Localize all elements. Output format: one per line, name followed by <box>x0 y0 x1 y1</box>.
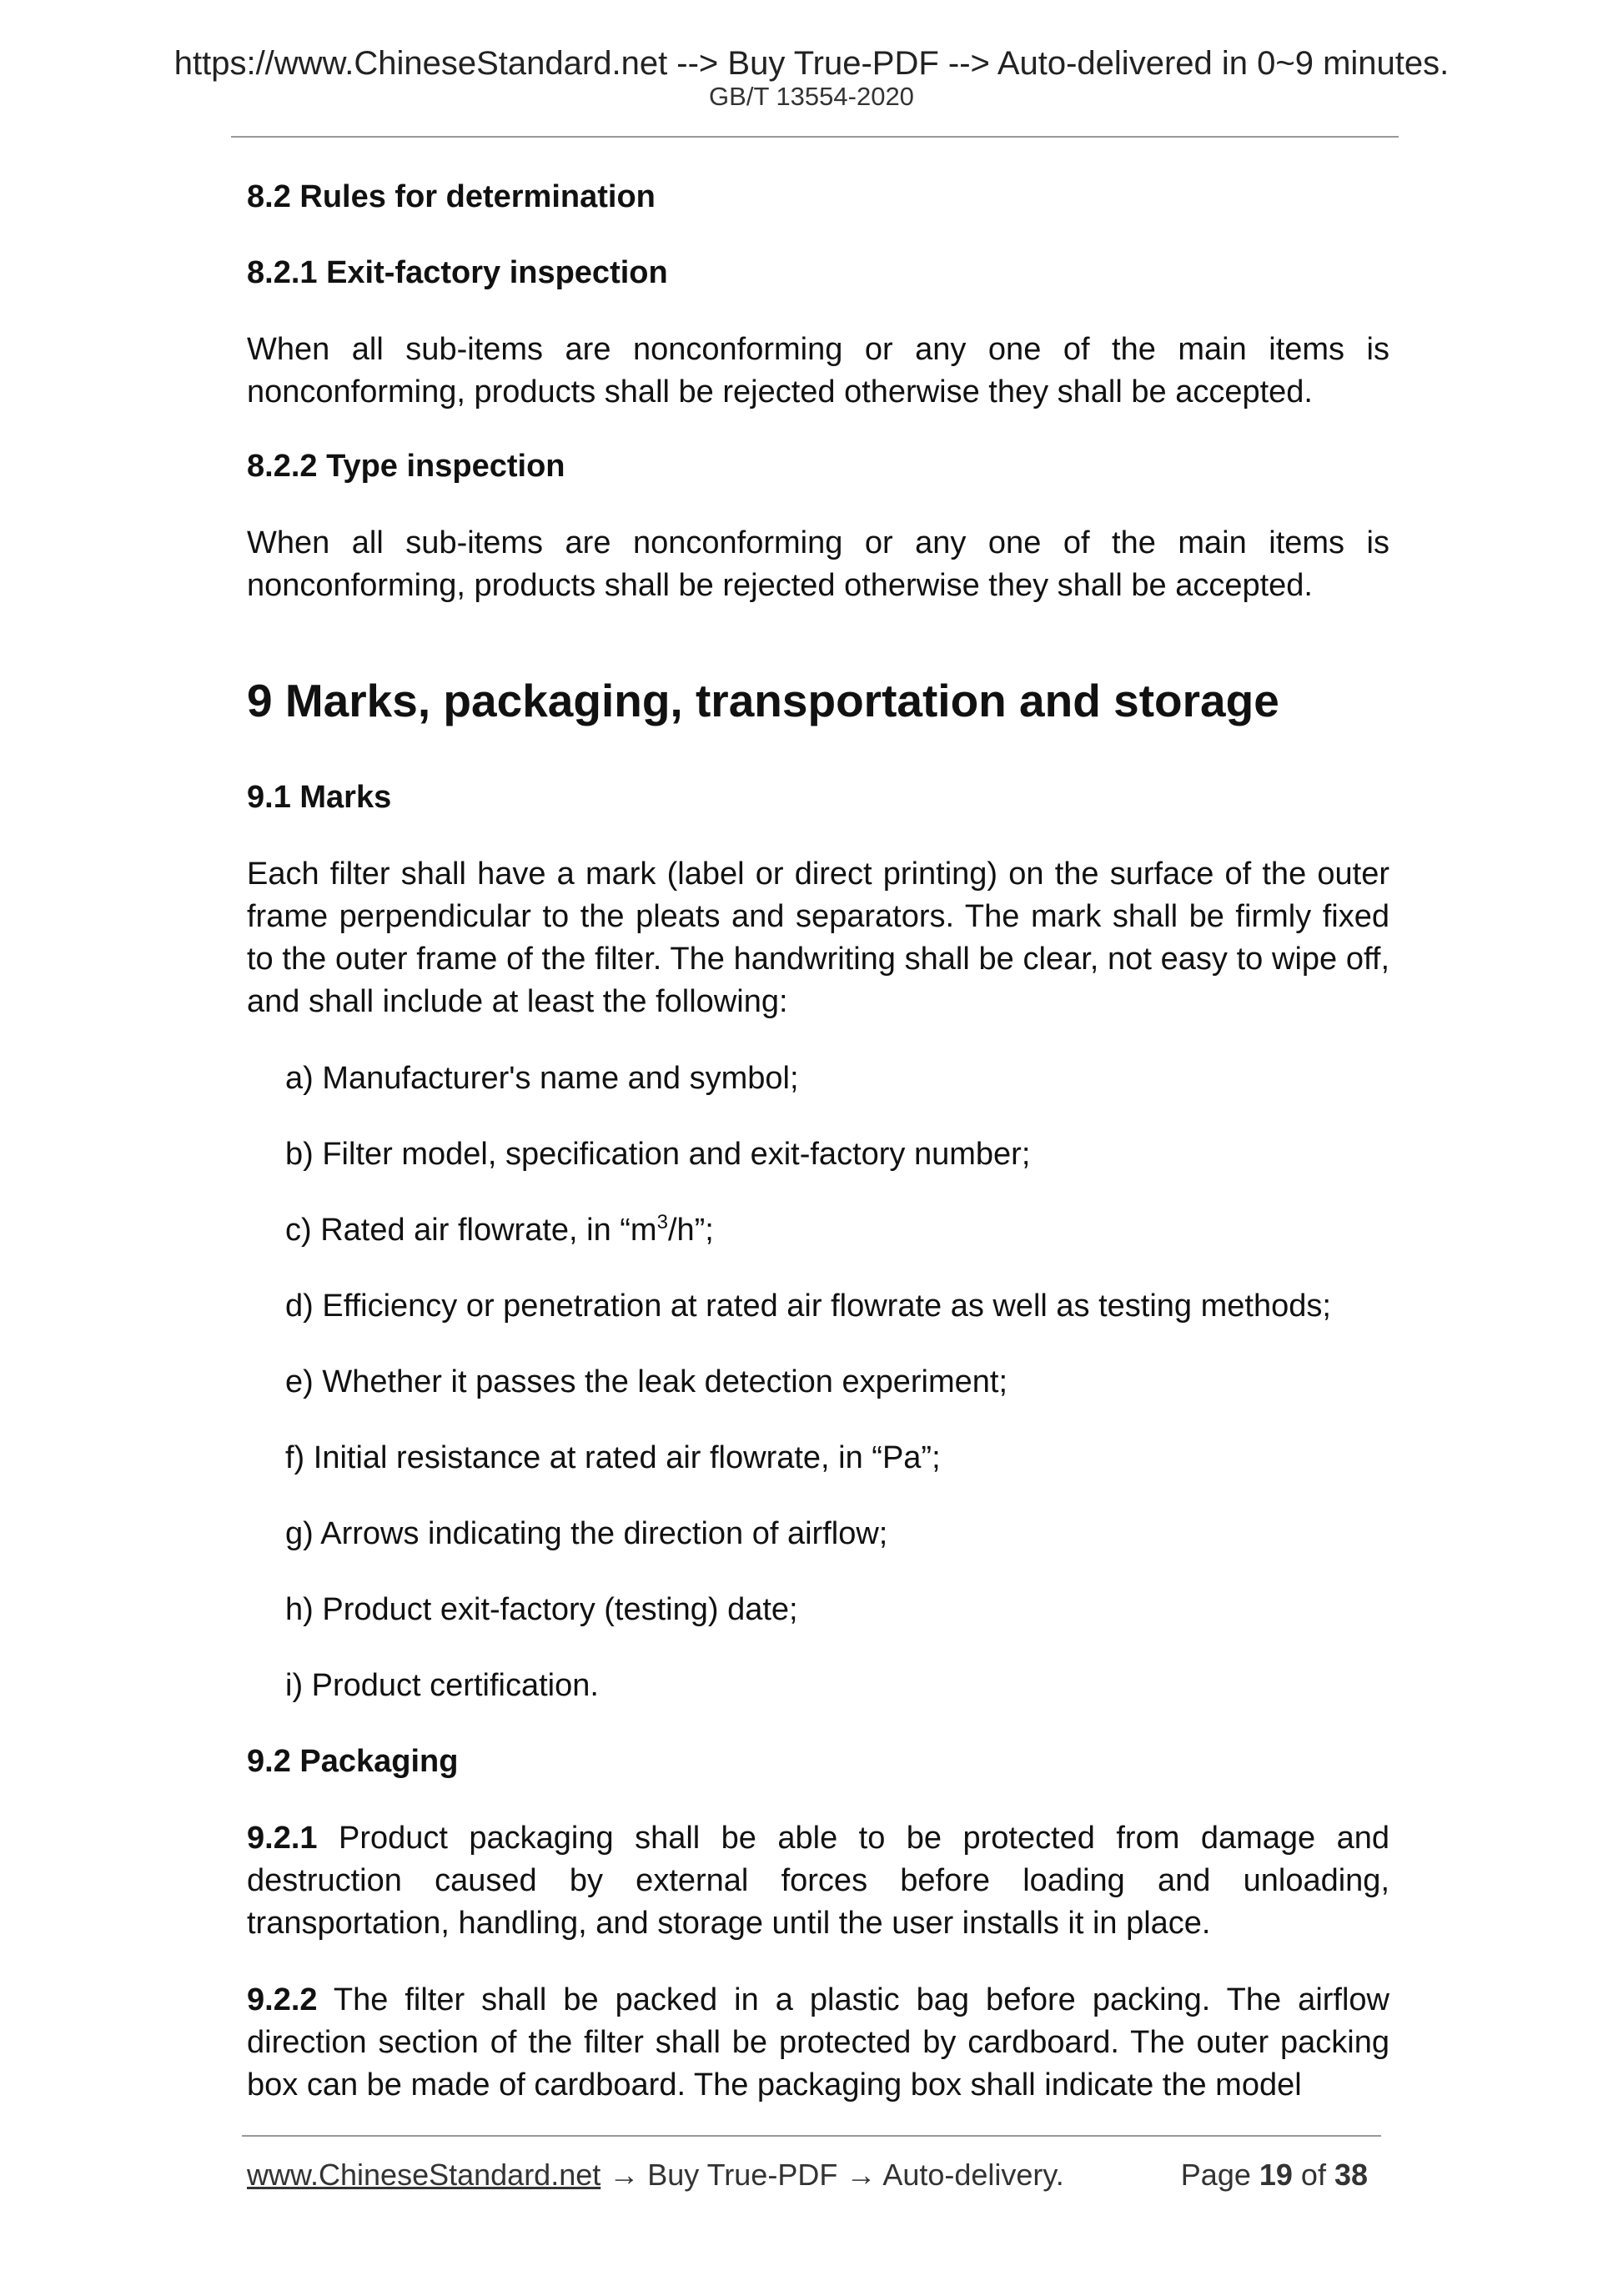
clause-text-9-2-2: The filter shall be packed in a plastic bag before packing. The airflow direction section of the filter shall be protected by cardboard. The outer packing box can be made of cardboard. The packaging box shall indicate the model <box>247 1982 1389 2103</box>
paragraph-9-2-1 <box>247 1817 1389 1945</box>
chapter-heading-9: 9 Marks, packaging, transportation and storage <box>247 675 1279 726</box>
page-footer <box>247 2157 1381 2193</box>
paragraph-8-2-2: When all sub-items are nonconforming or any one of the main items is nonconforming, products shall be rejected otherwise they shall be accepted. <box>247 525 1389 603</box>
superscript-3: 3 <box>656 1211 668 1233</box>
list-item-c-text: c) Rated air flowrate, in “m <box>285 1213 657 1248</box>
page-label: Page <box>1180 2158 1259 2192</box>
paragraph-9-1: Each filter shall have a mark (label or direct printing) on the surface of the outer frame perpendicular to the pleats and separators. The mark shall be firmly fixed to the outer frame of the filter. The handwriting shall be clear, not easy to wipe off, and shall include at least the following: <box>247 857 1389 1019</box>
page-total: 38 <box>1334 2158 1368 2192</box>
list-item-c <box>285 1211 714 1249</box>
list-item-e: e) Whether it passes the leak detection experiment; <box>285 1364 1008 1399</box>
paragraph-8-2-1: When all sub-items are nonconforming or any one of the main items is nonconforming, products shall be rejected otherwise they shall be accepted. <box>247 332 1389 409</box>
section-heading-9-2: 9.2 Packaging <box>247 1744 459 1779</box>
page-number: 19 <box>1259 2158 1293 2192</box>
of-label: of <box>1292 2158 1334 2192</box>
list-item-i: i) Product certification. <box>285 1668 599 1703</box>
section-heading-8-2-2: 8.2.2 Type inspection <box>247 449 565 484</box>
list-item-f: f) Initial resistance at rated air flowrate, in “Pa”; <box>285 1440 941 1475</box>
clause-text-9-2-1: Product packaging shall be able to be protected from damage and destruction caused by external forces before loading and unloading, transportation, handling, and storage until the user installs it in place. <box>247 1821 1389 1941</box>
clause-number-9-2-2: 9.2.2 <box>247 1982 318 2017</box>
list-item-d: d) Efficiency or penetration at rated air flowrate as well as testing methods; <box>285 1289 1331 1324</box>
standard-number: GB/T 13554-2020 <box>709 82 914 111</box>
header-divider <box>231 136 1399 138</box>
list-item-a: a) Manufacturer's name and symbol; <box>285 1061 799 1096</box>
list-item-c-unit: /h”; <box>667 1213 714 1248</box>
footer-link[interactable]: www.ChineseStandard.net <box>247 2158 601 2192</box>
top-banner: https://www.ChineseStandard.net --> Buy True-PDF --> Auto-delivered in 0~9 minutes. <box>173 45 1450 82</box>
list-item-h: h) Product exit-factory (testing) date; <box>285 1592 798 1627</box>
section-heading-8-2: 8.2 Rules for determination <box>247 179 656 214</box>
footer-divider <box>242 2135 1381 2137</box>
paragraph-9-2-2 <box>247 1979 1389 2107</box>
page-counter <box>1181 2157 1368 2193</box>
footer-text: → Buy True-PDF → Auto-delivery. <box>600 2158 1064 2192</box>
section-heading-8-2-1: 8.2.1 Exit-factory inspection <box>247 255 668 290</box>
list-item-b: b) Filter model, specification and exit-factory number; <box>285 1137 1031 1172</box>
list-item-g: g) Arrows indicating the direction of airflow; <box>285 1516 888 1551</box>
section-heading-9-1: 9.1 Marks <box>247 780 392 815</box>
clause-number-9-2-1: 9.2.1 <box>247 1821 318 1856</box>
